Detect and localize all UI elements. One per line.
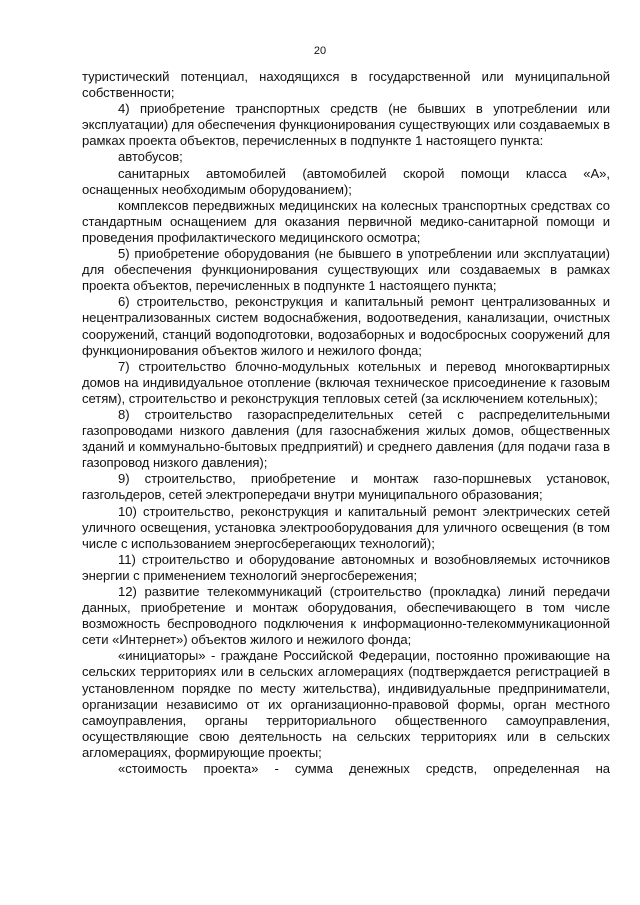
paragraph-definition-initiators: «инициаторы» - граждане Российской Федерации, постоянно проживающие на сельских территориях или в сельских агломерациях (подтверждается регистрацией в установленном порядке по месту жительства), индивидуальные предприниматели, организации независимо от их организационно-правовой формы, орган местного самоуправления, органы территориального общественного самоуправления, осуществляющие свою деятельность на сельских территориях или в сельских агломерациях, формирующие проекты; <box>82 648 610 760</box>
paragraph-item-4-vehicles: 4) приобретение транспортных средств (не бывших в употреблении или эксплуатации) для обеспечения функционирования существующих или создаваемых в рамках проекта объектов, перечисленных в подпункте 1 настоящего пункта: <box>82 101 610 149</box>
paragraph-item-7-boilers: 7) строительство блочно-модульных котельных и перевод многоквартирных домов на индивидуальное отопление (включая техническое присоединение к газовым сетям), строительство и реконструкция тепловых сетей (за исключением котельных); <box>82 358 610 406</box>
paragraph-item-12-telecom: 12) развитие телекоммуникаций (строительство (прокладка) линий передачи данных, приобретение и монтаж оборудования, обеспечивающего в том числе возможность беспроводного подключения к информационно-телекоммуникационной сети «Интернет») объектов жилого и нежилого фонда; <box>82 584 610 648</box>
paragraph-item-11-autonomous-energy: 11) строительство и оборудование автономных и возобновляемых источников энергии с применением технологий энергосбережения; <box>82 551 610 583</box>
paragraph-item-8-gas-networks: 8) строительство газораспределительных сетей с распределительными газопроводами низкого давления (для газоснабжения жилых домов, общественных зданий и коммунально-бытовых предприятий) и среднего давления (для подачи газа в газопровод низкого давления); <box>82 406 610 471</box>
paragraph-item-10-street-lighting: 10) строительство, реконструкция и капитальный ремонт электрических сетей уличного освещения, установка электрооборудования для уличного освещения (в том числе с использованием энергосберегающих технологий); <box>82 503 610 551</box>
paragraph-item-6-water-systems: 6) строительство, реконструкция и капитальный ремонт централизованных и нецентрализованных систем водоснабжения, водоотведения, канализации, очистных сооружений, станций водоподготовки, водозаборных и водосбросных сооружений для функционирования объектов жилого и нежилого фонда; <box>82 294 610 358</box>
document-body <box>82 69 610 777</box>
paragraph-item-9-gas-piston: 9) строительство, приобретение и монтаж газо-поршневых установок, газгольдеров, сетей электропередачи внутри муниципального образования; <box>82 471 610 503</box>
paragraph-tourism-potential: туристический потенциал, находящихся в государственной или муниципальной собственности; <box>82 69 610 101</box>
paragraph-mobile-medical-complexes: комплексов передвижных медицинских на колесных транспортных средствах со стандартным оснащением для оказания первичной медико-санитарной помощи и проведения профилактического медицинского осмотра; <box>82 197 610 245</box>
page-number: 20 <box>313 45 327 57</box>
paragraph-ambulances: санитарных автомобилей (автомобилей скорой помощи класса «А», оснащенных необходимым оборудованием); <box>82 165 610 197</box>
paragraph-item-5-equipment: 5) приобретение оборудования (не бывшего в употреблении или эксплуатации) для обеспечения функционирования существующих или создаваемых в рамках проекта объектов, перечисленных в подпункте 1 настоящего пункта; <box>82 246 610 294</box>
paragraph-buses: автобусов; <box>118 149 183 165</box>
paragraph-definition-project-cost: «стоимость проекта» - сумма денежных средств, определенная на <box>118 761 610 777</box>
